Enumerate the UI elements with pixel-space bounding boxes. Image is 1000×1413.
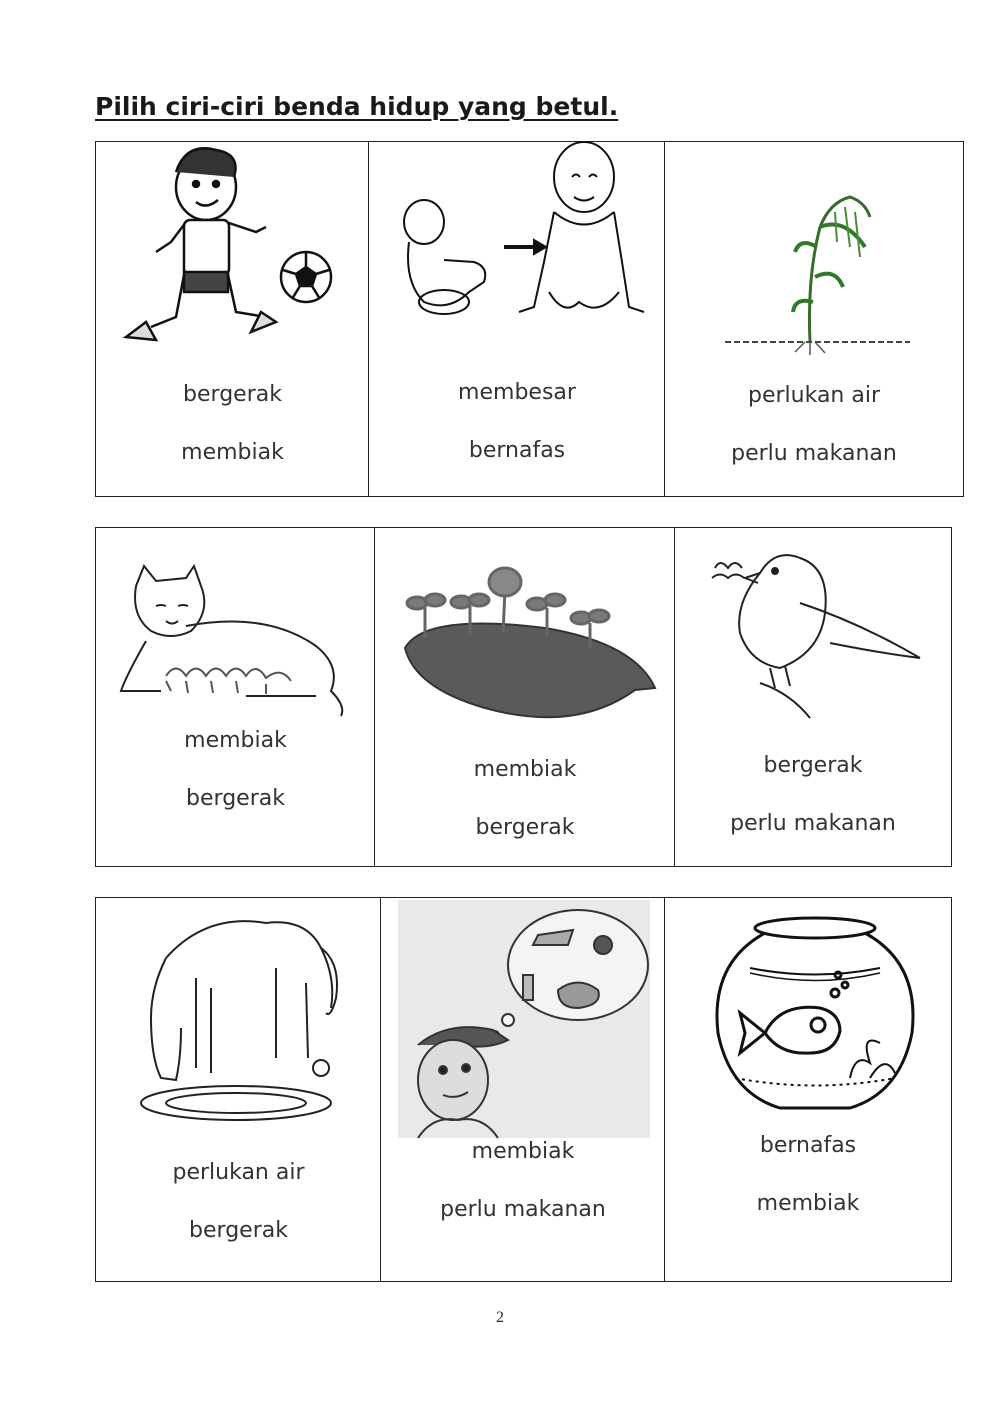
card-cat (95, 527, 376, 867)
option-perlukan-air[interactable]: perlukan air (747, 383, 880, 408)
card-leaf (374, 527, 676, 867)
bird-with-worm-image (700, 543, 930, 718)
worksheet-title: Pilih ciri-ciri benda hidup yang betul. (95, 92, 619, 121)
option-bernafas[interactable]: bernafas (468, 438, 566, 463)
card-plant (664, 141, 964, 497)
option-membiak[interactable]: membiak (181, 440, 284, 465)
option-bernafas[interactable]: bernafas (759, 1133, 857, 1158)
option-bergerak[interactable]: bergerak (189, 1218, 288, 1243)
fish-bowl-image (710, 913, 920, 1118)
option-membiak[interactable]: membiak (184, 728, 287, 753)
option-membiak[interactable]: membiak (473, 757, 577, 782)
hungry-boy-image (398, 900, 650, 1138)
baby-growing-image (394, 142, 644, 332)
option-bergerak[interactable]: bergerak (475, 815, 575, 840)
option-membiak[interactable]: membiak (756, 1191, 860, 1216)
card-bird (674, 527, 952, 867)
card-horse (95, 897, 382, 1282)
wilting-plant-image (725, 187, 915, 357)
option-bergerak[interactable]: bergerak (183, 382, 282, 407)
option-perlu-makanan[interactable]: perlu makanan (440, 1197, 606, 1222)
option-perlu-makanan[interactable]: perlu makanan (731, 441, 897, 466)
option-perlu-makanan[interactable]: perlu makanan (730, 811, 896, 836)
option-perlukan-air[interactable]: perlukan air (172, 1160, 305, 1185)
card-fishbowl (664, 897, 952, 1282)
option-membiak[interactable]: membiak (471, 1139, 575, 1164)
leaf-with-shoots-image (395, 568, 660, 728)
horse-drinking-image (136, 908, 346, 1123)
cat-with-kittens-image (116, 566, 356, 721)
option-bergerak[interactable]: bergerak (186, 786, 285, 811)
card-baby (368, 141, 666, 497)
option-membesar[interactable]: membesar (458, 380, 576, 405)
page-number: 2 (496, 1309, 504, 1326)
option-bergerak[interactable]: bergerak (763, 753, 863, 778)
boy-kicking-ball-image (116, 142, 356, 357)
card-hungry-boy (380, 897, 666, 1282)
card-boy (95, 141, 370, 497)
